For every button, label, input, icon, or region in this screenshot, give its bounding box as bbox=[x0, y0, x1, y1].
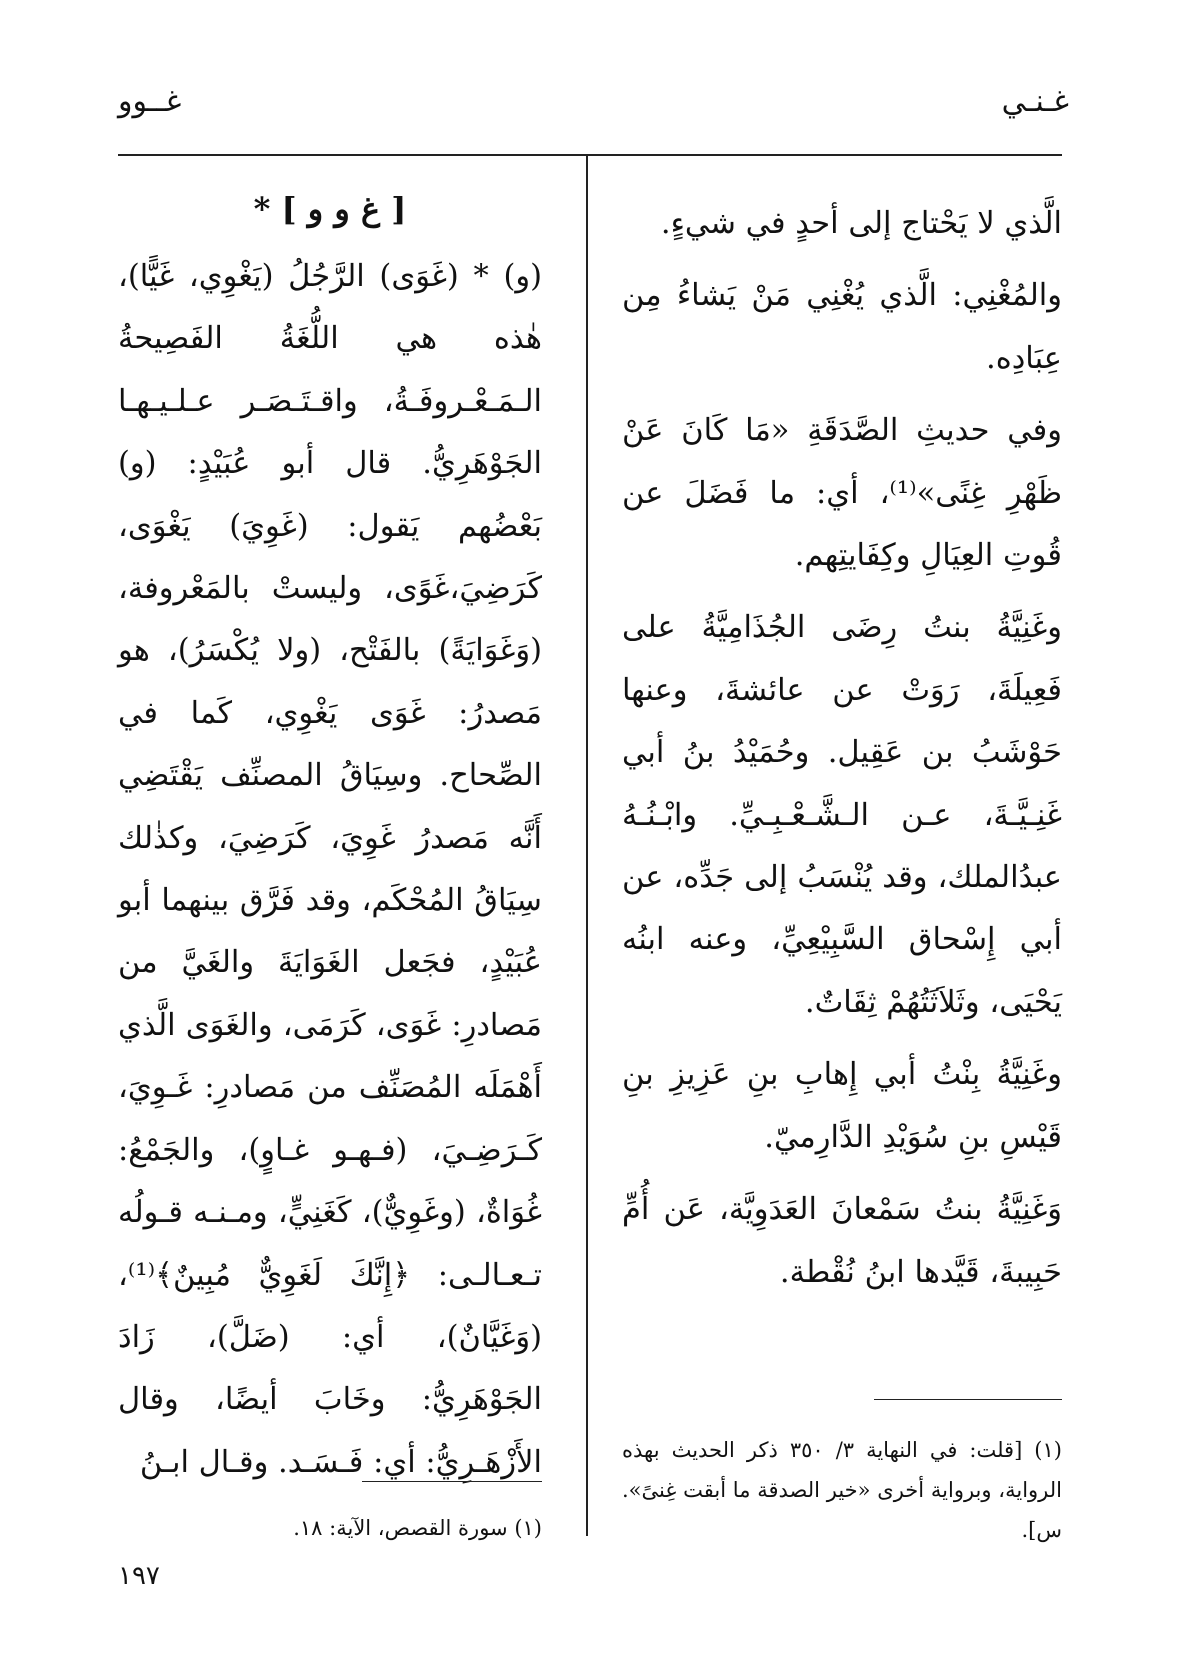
paragraph: وفي حديثِ الصَّدَقَةِ «مَا كَانَ عَنْ ظَهْرِ غِنًى»⁽¹⁾، أي: ما فَضَلَ عن قُوتِ العِيَالِ وكِفَايتِهم. bbox=[622, 413, 1062, 574]
paragraph: والمُغْنِي: الَّذي يُغْنِي مَنْ يَشاءُ مِن عِبَادِه. bbox=[622, 278, 1062, 376]
paragraph: وغَنِيَّةُ بِنْتُ أبي إِهابِ بنِ عَزِيزِ بنِ قَيْسِ بنِ سُوَيْدِ الدَّارِميّ. bbox=[622, 1057, 1062, 1155]
footnote-rule-right bbox=[874, 1399, 1062, 1400]
column-divider bbox=[586, 156, 588, 1536]
paragraph: (و) * (غَوَى) الرَّجُلُ (يَغْوِي، غَيًّا)، هٰذه هي اللُّغَةُ الفَصِيحةُ الـمَـعْـروفَـةُ، واقـتَـصَـر عـلـيـهـا الجَوْهَرِيُّ. قال أبو عُبَيْدٍ: (و) بَعْضُهم يَقول: (غَوِيَ) يَغْوَى، كَرَضِيَ،غَوًى، وليستْ بالمَعْروفة، (وَغَوَايَةً) بالفَتْح، (ولا يُكْسَرُ)، هو مَصدرُ: غَوَى يَغْوِي، كَما في الصِّحاح. وسِيَاقُ المصنِّف يَقْتَضِي أَنَّه مَصدرُ غَوِيَ، كَرَضِيَ، وكذٰلك سِيَاقُ المُحْكَم، وقد فَرَّق بينهما أبو عُبَيْدٍ، فجَعل الغَوَايَةَ والغَيَّ من مَصادرِ: غَوَى، كَرَمَى، والغَوَى الَّذي أَهْمَلَه المُصَنِّف من مَصادرِ: غَـوِيَ، كَـرَضِـيَ، (فـهـو غـاوٍ)، والجَمْعُ: غُوَاةٌ، (وغَوِيٌّ)، كَغَنِيٍّ، ومـنـه قـولُه تـعـالـى: ﴿إِنَّكَ لَغَوِيٌّ مُبِينٌ﴾⁽¹⁾، (وَغَيَّانٌ)، أي: (ضَلَّ)، زَادَ الجَوْهَرِيُّ: وخَابَ أيضًا، وقال الأَزْهَـرِيُّ: أي: فَـسَـد. وقـال ابـنُ bbox=[118, 259, 542, 1480]
footnote-right: (١) [قلت: في النهاية ٣/ ٣٥٠ ذكر الحديث بهذه الرواية، وبرواية أخرى «خير الصدقة ما أبقت غِنىً». س]. bbox=[622, 1438, 1062, 1542]
footnote-left: (١) سورة القصص، الآية: ١٨. bbox=[293, 1516, 542, 1540]
page-number: ١٩٧ bbox=[118, 1561, 160, 1591]
paragraph: وَغَنِيَّةُ بنتُ سَمْعانَ العَدَوِيَّة، عَن أُمِّ حَبِيبةَ، قَيَّدها ابنُ نُقْطة. bbox=[622, 1192, 1062, 1290]
entry-heading: [ غ و و ] * bbox=[253, 190, 407, 228]
left-column bbox=[118, 184, 542, 1494]
paragraph: الَّذي لا يَحْتاج إلى أحدٍ في شيءٍ. bbox=[660, 206, 1062, 241]
running-head-right: غـنـي bbox=[1001, 84, 1069, 119]
footnote-rule-left bbox=[362, 1481, 542, 1482]
header-rule bbox=[118, 154, 1062, 156]
right-column bbox=[622, 193, 1062, 1304]
paragraph: وغَنِيَّةُ بنتُ رِضَى الجُذَامِيَّةُ على فَعِيلَةَ، رَوَتْ عن عائشةَ، وعنها حَوْشَبُ بن عَقِيل. وحُمَيْدُ بنُ أبي غَنِـيَّـةَ، عـن الـشَّـعْـبِـيِّ. وابْـنُـهُ عبدُالملك، وقد يُنْسَبُ إلى جَدِّه، عن أبي إِسْحاق السَّبِيْعِيِّ، وعنه ابنُه يَحْيَى، وثَلاَثَتُهُمْ ثِقَاتٌ. bbox=[622, 610, 1062, 1020]
running-head-left: غــوو bbox=[118, 84, 182, 119]
